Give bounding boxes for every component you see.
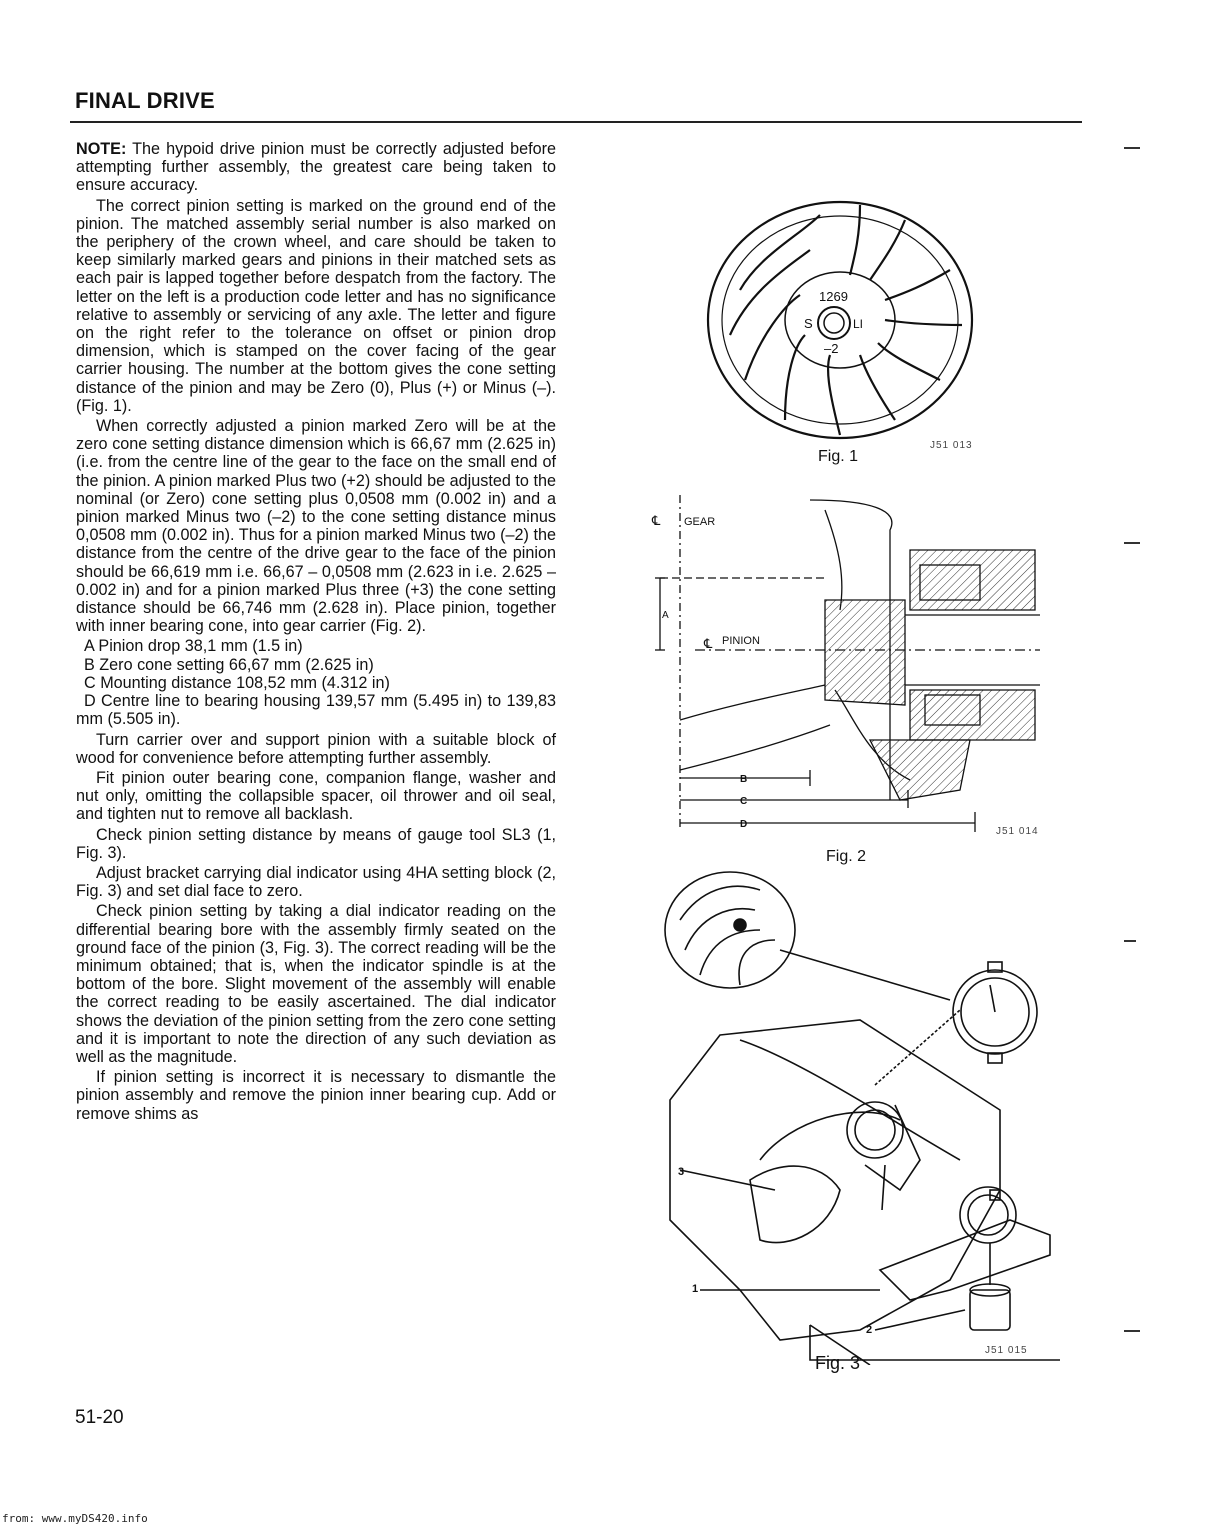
paragraph-turn-carrier: Turn carrier over and support pinion with a suitable block of wood for convenience before attempting further assembly. bbox=[76, 730, 556, 767]
fig2-caption: Fig. 2 bbox=[826, 848, 867, 865]
paragraph-fit-bearing: Fit pinion outer bearing cone, companion flange, washer and nut only, omitting the collapsible spacer, oil thrower and oil seal, and tighten nut to remove all backlash. bbox=[76, 768, 556, 824]
page-number: 51-20 bbox=[75, 1407, 124, 1428]
paragraph-check-setting: Check pinion setting by taking a dial indicator reading on the differential bearing bore with the assembly firmly seated on the ground face of the pinion (3, Fig. 3). The correct reading will be the minimum obtained; that is, when the indicator spindle is at the bottom of the bore. Slight movement of the assembly will enable the correct reading to be easily ascertained. The dial indicator shows the deviation of the pinion setting from the zero cone setting and it is important to note the direction of any such deviation as well as the magnitude. bbox=[76, 902, 556, 1066]
paragraph-incorrect-setting: If pinion setting is incorrect it is necessary to dismantle the pinion assembly and remove the pinion inner bearing cup. Add or remove shims as bbox=[76, 1068, 556, 1123]
dimension-list bbox=[76, 637, 556, 728]
fig3-callout-3: 3 bbox=[678, 1166, 685, 1178]
fig2-pinion-section-diagram bbox=[640, 490, 1050, 835]
list-item: B Zero cone setting 66,67 mm (2.625 in) bbox=[84, 655, 374, 674]
list-item: A Pinion drop 38,1 mm (1.5 in) bbox=[84, 637, 303, 656]
paragraph-cone-setting: When correctly adjusted a pinion marked Zero will be at the zero cone setting distance dimension which is 66,67 mm (2.625 in) (i.e. from the centre line of the gear to the face on the small end of the pinion. A pinion marked Plus two (+2) should be adjusted to the nominal (or Zero) cone setting plus 0,0508 mm (0.002 in) and a pinion marked Minus two (–2) to the cone setting distance minus 0,0508 mm (0.002 in). Thus for a pinion marked Minus two (–2) the distance from the centre of the drive gear to the face of the pinion should be 66,619 mm i.e. 66,67 – 0,0508 mm (2.623 in i.e. 2.625 – 0.002 in) and for a pinion marked Plus three (+3) the cone setting distance should be 66,746 mm (2.628 in). Place pinion, together with inner bearing cone, into gear carrier (Fig. 2). bbox=[76, 417, 556, 636]
fig2-pinion-label: PINION bbox=[722, 635, 760, 647]
fig2-gear-label: GEAR bbox=[684, 516, 716, 528]
fig1-mark-serial: 1269 bbox=[819, 289, 848, 304]
fig1-code: J51 013 bbox=[930, 440, 973, 451]
footer-source: from: www.myDS420.info bbox=[2, 1512, 148, 1525]
margin-mark bbox=[1124, 1330, 1140, 1332]
fig2-dim-b: B bbox=[740, 774, 748, 785]
page-title: FINAL DRIVE bbox=[75, 88, 215, 113]
fig1-mark-letter-left: S bbox=[804, 316, 813, 331]
fig3-callout-2: 2 bbox=[866, 1324, 873, 1336]
fig2-code: J51 014 bbox=[996, 826, 1039, 837]
fig3-callout-1: 1 bbox=[692, 1283, 699, 1295]
fig1-mark-cone-setting: –2 bbox=[824, 341, 839, 356]
margin-mark bbox=[1124, 147, 1140, 149]
note-paragraph bbox=[76, 140, 556, 195]
fig1-crown-wheel-illustration bbox=[700, 195, 990, 455]
paragraph-gauge-tool: Check pinion setting distance by means of gauge tool SL3 (1, Fig. 3). bbox=[76, 825, 556, 862]
header-rule bbox=[70, 121, 1082, 123]
fig3-code: J51 015 bbox=[985, 1345, 1028, 1356]
fig2-dim-a: A bbox=[662, 610, 669, 621]
paragraph-pinion-marking: The correct pinion setting is marked on the ground end of the pinion. The matched assembly serial number is also marked on the periphery of the crown wheel, and care should be taken to keep similarly marked gears and pinions in their matched sets as each pair is lapped together before despatch from the factory. The letter on the left is a production code letter and has no significance relative to assembly or servicing of any axle. The letter and figure on the right refer to the tolerance on offset or pinion drop dimension, which is stamped on the cover facing of the gear carrier housing. The number at the bottom gives the cone setting distance of the pinion and may be Zero (0), Plus (+) or Minus (–). (Fig. 1). bbox=[76, 196, 556, 415]
paragraph-adjust-bracket: Adjust bracket carrying dial indicator using 4HA setting block (2, Fig. 3) and set dial face to zero. bbox=[76, 863, 556, 901]
text-column bbox=[76, 140, 556, 1125]
fig3-gauge-setup-illustration bbox=[660, 860, 1060, 1365]
list-item: D Centre line to bearing housing 139,57 mm (5.495 in) to 139,83 mm (5.505 in). bbox=[76, 692, 556, 729]
margin-mark bbox=[1124, 940, 1136, 942]
margin-mark bbox=[1124, 542, 1140, 544]
fig1-mark-letter-right: LI bbox=[853, 317, 864, 331]
note-label: NOTE: bbox=[76, 140, 127, 158]
fig1-caption: Fig. 1 bbox=[818, 448, 859, 465]
fig2-dim-d: D bbox=[740, 819, 748, 830]
list-item: C Mounting distance 108,52 mm (4.312 in) bbox=[84, 673, 390, 692]
fig2-cl-symbol-pinion: ℄ bbox=[704, 636, 713, 651]
fig3-caption: Fig. 3 bbox=[815, 1353, 861, 1373]
fig2-dim-c: C bbox=[740, 796, 748, 807]
note-text: The hypoid drive pinion must be correctly adjusted before attempting further assembly, the greatest care being taken to ensure accuracy. bbox=[76, 140, 556, 195]
fig2-cl-symbol-gear: ℄ bbox=[652, 513, 661, 528]
